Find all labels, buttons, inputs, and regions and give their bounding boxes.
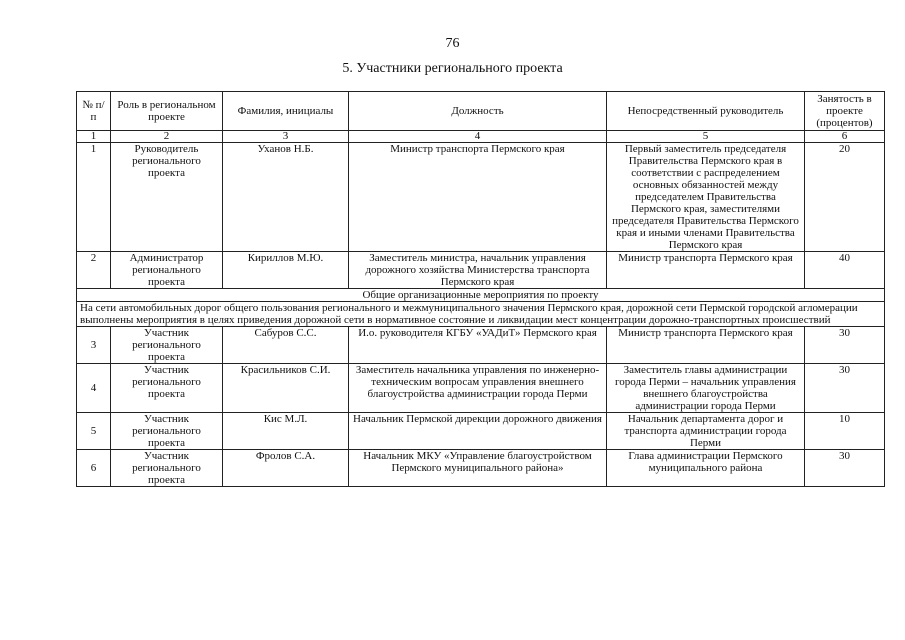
position-cell: Заместитель министра, начальник управления дорожного хозяйства Министерства транспорта Пермского края (349, 252, 607, 289)
header-cell: Роль в региональном проекте (111, 92, 223, 131)
column-number: 4 (349, 131, 607, 143)
supervisor-cell: Заместитель главы администрации города Перми – начальник управления внешнего благоустройства администрации города Перми (607, 364, 805, 413)
employment-cell: 10 (805, 413, 885, 450)
table-row (77, 364, 885, 413)
rows-group-a (77, 143, 885, 289)
section-title: Общие организационные мероприятия по проекту (77, 289, 885, 302)
header-cell: Непосредственный руководитель (607, 92, 805, 131)
name-cell: Сабуров С.С. (223, 327, 349, 364)
name-cell: Кириллов М.Ю. (223, 252, 349, 289)
column-number: 5 (607, 131, 805, 143)
column-number: 1 (77, 131, 111, 143)
employment-cell: 30 (805, 364, 885, 413)
employment-cell: 40 (805, 252, 885, 289)
section-description: На сети автомобильных дорог общего пользования регионального и межмуниципального значения Пермского края, дорожной сети Пермской городской агломерации выполнены мероприятия в целях приведения дорожной сети в нормативное состояние и ликвидации мест концентрации дорожно-транспортных происшествий (77, 302, 885, 327)
name-cell: Кис М.Л. (223, 413, 349, 450)
section-heading: 5. Участники регионального проекта (342, 61, 563, 76)
role-cell: Администратор регионального проекта (111, 252, 223, 289)
supervisor-cell: Первый заместитель председателя Правительства Пермского края в соответствии с распределением основных обязанностей между председателем Правительства Пермского края, заместителями председателя Правительства Пермского края и иными членами Правительства Пермского края (607, 143, 805, 252)
section-group (77, 289, 885, 327)
role-cell: Участник регионального проекта (111, 364, 223, 413)
supervisor-cell: Министр транспорта Пермского края (607, 327, 805, 364)
row-number: 2 (77, 252, 111, 289)
table-row (77, 413, 885, 450)
column-number: 6 (805, 131, 885, 143)
row-number: 4 (77, 364, 111, 413)
position-cell: Заместитель начальника управления по инженерно-техническим вопросам управления внешнего благоустройства администрации города Перми (349, 364, 607, 413)
rows-group-b (77, 327, 885, 487)
supervisor-cell: Глава администрации Пермского муниципального района (607, 450, 805, 487)
position-cell: Министр транспорта Пермского края (349, 143, 607, 252)
header-row (77, 92, 885, 131)
column-number: 2 (111, 131, 223, 143)
header-cell: № п/п (77, 92, 111, 131)
header-cell: Фамилия, инициалы (223, 92, 349, 131)
name-cell: Красильников С.И. (223, 364, 349, 413)
page-number: 76 (445, 36, 460, 51)
table-row (77, 450, 885, 487)
supervisor-cell: Министр транспорта Пермского края (607, 252, 805, 289)
row-number: 3 (77, 327, 111, 364)
role-cell: Участник регионального проекта (111, 413, 223, 450)
row-number: 6 (77, 450, 111, 487)
employment-cell: 20 (805, 143, 885, 252)
role-cell: Участник регионального проекта (111, 327, 223, 364)
header-cell: Занятость в проекте (процентов) (805, 92, 885, 131)
employment-cell: 30 (805, 327, 885, 364)
section-description-row (77, 302, 885, 327)
name-cell: Уханов Н.Б. (223, 143, 349, 252)
position-cell: И.о. руководителя КГБУ «УАДиТ» Пермского края (349, 327, 607, 364)
row-number: 5 (77, 413, 111, 450)
table-row (77, 252, 885, 289)
row-number: 1 (77, 143, 111, 252)
supervisor-cell: Начальник департамента дорог и транспорта администрации города Перми (607, 413, 805, 450)
section-title-row (77, 289, 885, 302)
name-cell: Фролов С.А. (223, 450, 349, 487)
position-cell: Начальник МКУ «Управление благоустройством Пермского муниципального района» (349, 450, 607, 487)
column-number: 3 (223, 131, 349, 143)
header-cell: Должность (349, 92, 607, 131)
position-cell: Начальник Пермской дирекции дорожного движения (349, 413, 607, 450)
role-cell: Руководитель регионального проекта (111, 143, 223, 252)
employment-cell: 30 (805, 450, 885, 487)
participants-table (76, 91, 885, 487)
table-row (77, 143, 885, 252)
role-cell: Участник регионального проекта (111, 450, 223, 487)
column-number-row (77, 131, 885, 143)
table-row (77, 327, 885, 364)
